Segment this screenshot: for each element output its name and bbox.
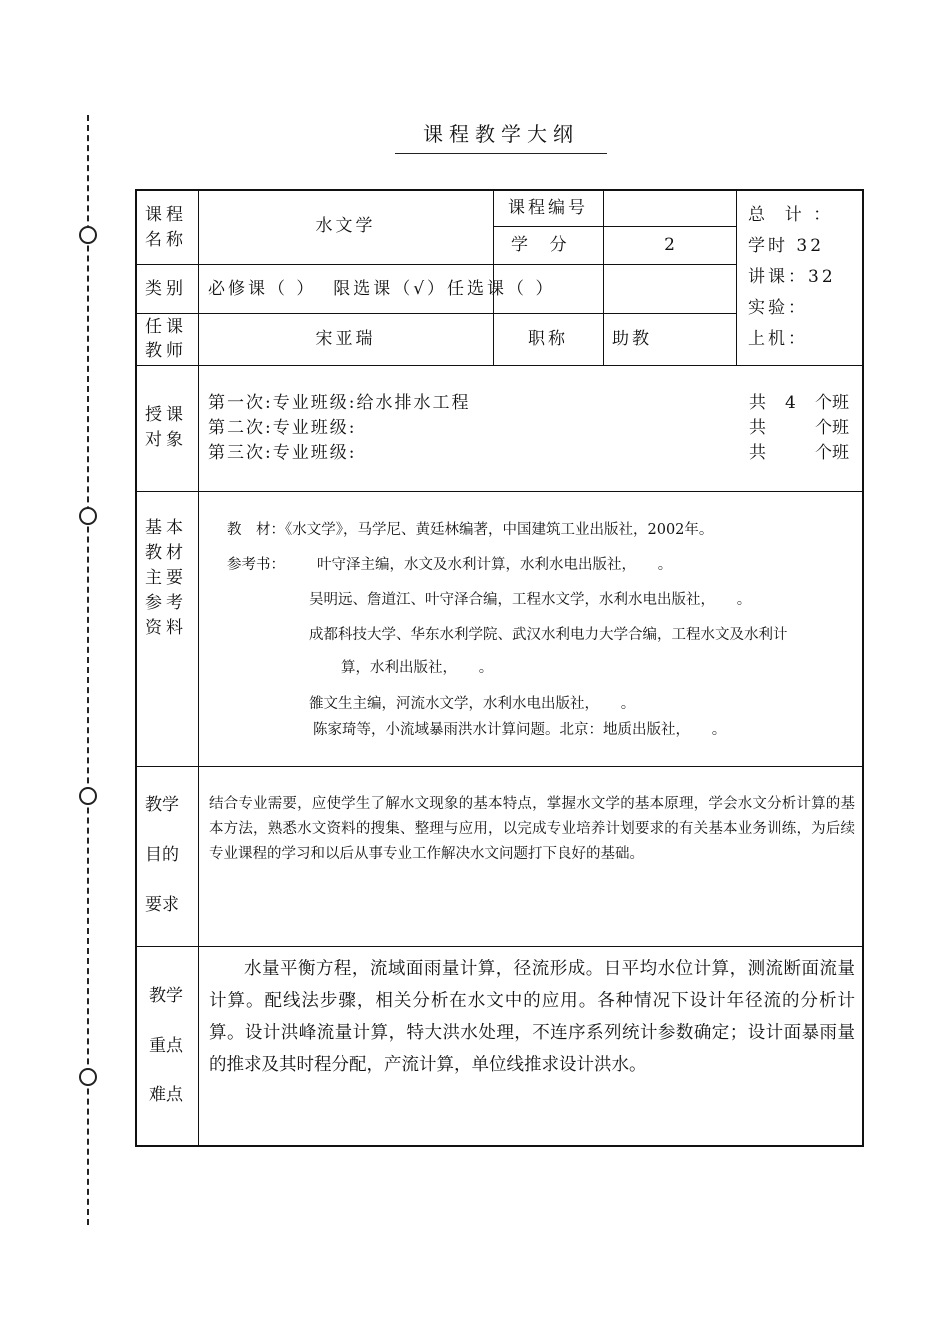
divider xyxy=(135,946,862,947)
objectives-label: 要求 xyxy=(145,895,179,915)
audience-row-2: 第二次:专业班级: xyxy=(208,418,357,438)
binding-hole xyxy=(79,1068,97,1086)
hours-lab: 实验： xyxy=(748,298,808,318)
reference-item: 陈家琦等，小流域暴雨洪水计算问题。北京：地质出版社， 。 xyxy=(313,722,727,738)
divider xyxy=(135,313,736,314)
course-code-label: 课程编号 xyxy=(508,198,588,218)
keypoints-label: 重点 xyxy=(149,1036,183,1056)
materials-label: 基本教材主要参考资料 xyxy=(145,518,187,638)
audience-gong: 共 xyxy=(749,443,766,463)
syllabus-table xyxy=(135,189,864,1147)
credit-label: 学 分 xyxy=(511,235,567,255)
audience-class-count: 4 xyxy=(785,393,796,413)
page-title: 课程教学大纲 xyxy=(423,122,579,146)
audience-gong: 共 xyxy=(749,393,766,413)
teacher-title-value: 助教 xyxy=(612,329,652,349)
course-name-label: 课程名称 xyxy=(145,205,187,250)
credit-value: 2 xyxy=(664,235,675,255)
audience-unit: 个班 xyxy=(815,443,849,463)
keypoints-label: 难点 xyxy=(149,1085,183,1105)
audience-unit: 个班 xyxy=(815,418,849,438)
binding-hole xyxy=(79,507,97,525)
textbook: 教 材：《水文学》，马学尼、黄廷林编著，中国建筑工业出版社，2002年。 xyxy=(227,522,714,538)
course-name-value: 水文学 xyxy=(315,216,376,236)
reference-item: 算，水利出版社， 。 xyxy=(341,660,494,676)
divider xyxy=(135,766,862,767)
audience-unit: 个班 xyxy=(815,393,849,413)
binding-hole xyxy=(79,787,97,805)
divider xyxy=(135,264,736,265)
hours-total: 总 计 ： xyxy=(748,205,834,225)
binding-hole xyxy=(79,226,97,244)
reference-item: 吴明远、詹道江、叶守泽合编，工程水文学，水利水电出版社， 。 xyxy=(309,592,752,608)
audience-row-1: 第一次:专业班级:给水排水工程 xyxy=(208,393,471,413)
binding-dashed-line xyxy=(87,115,89,1225)
objectives-text: 结合专业需要，应使学生了解水文现象的基本特点，掌握水文学的基本原理，学会水文分析计算的基本方法，熟悉水文资料的搜集、整理与应用，以完成专业培养计划要求的有关基本业务训练，为后续专业课程的学习和以后从事专业工作解决水文问题打下良好的基础。 xyxy=(209,796,855,862)
audience-gong: 共 xyxy=(749,418,766,438)
objectives-label: 教学 xyxy=(145,795,179,815)
category-label: 类别 xyxy=(145,279,187,299)
divider xyxy=(135,491,862,492)
category-value: 必修课（ ） 限选课（√）任选课（ ） xyxy=(208,279,556,299)
title-underline xyxy=(395,153,607,154)
hours-count: 学时 32 xyxy=(748,236,825,256)
reference-item: 成都科技大学、华东水利学院、武汉水利电力大学合编，工程水文及水利计 xyxy=(309,627,788,643)
divider xyxy=(493,226,736,227)
divider xyxy=(603,189,604,365)
objectives-label: 目的 xyxy=(145,845,179,865)
teacher-value: 宋亚瑞 xyxy=(315,329,376,349)
reference-item: 叶守泽主编，水文及水利计算，水利水电出版社， 。 xyxy=(317,557,673,573)
reference-item: 雒文生主编，河流水文学，水利水电出版社， 。 xyxy=(309,696,636,712)
audience-row-3: 第三次:专业班级: xyxy=(208,443,357,463)
teacher-label: 任课教师 xyxy=(145,317,187,361)
audience-label: 授课对象 xyxy=(145,405,187,450)
hours-computer: 上机： xyxy=(748,329,808,349)
divider xyxy=(736,189,737,365)
divider xyxy=(135,365,862,366)
teacher-title-label: 职称 xyxy=(528,329,568,349)
reference-label: 参考书： xyxy=(227,557,285,573)
keypoints-label: 教学 xyxy=(149,986,183,1006)
hours-lecture: 讲课：32 xyxy=(748,267,836,287)
keypoints-text: 水量平衡方程，流域面雨量计算，径流形成。日平均水位计算，测流断面流量计算。配线法步骤，相关分析在水文中的应用。各种情况下设计年径流的分析计算。设计洪峰流量计算，特大洪水处理，不连序系列统计参数确定；设计面暴雨量的推求及其时程分配，产流计算，单位线推求设计洪水。 xyxy=(209,959,855,1075)
